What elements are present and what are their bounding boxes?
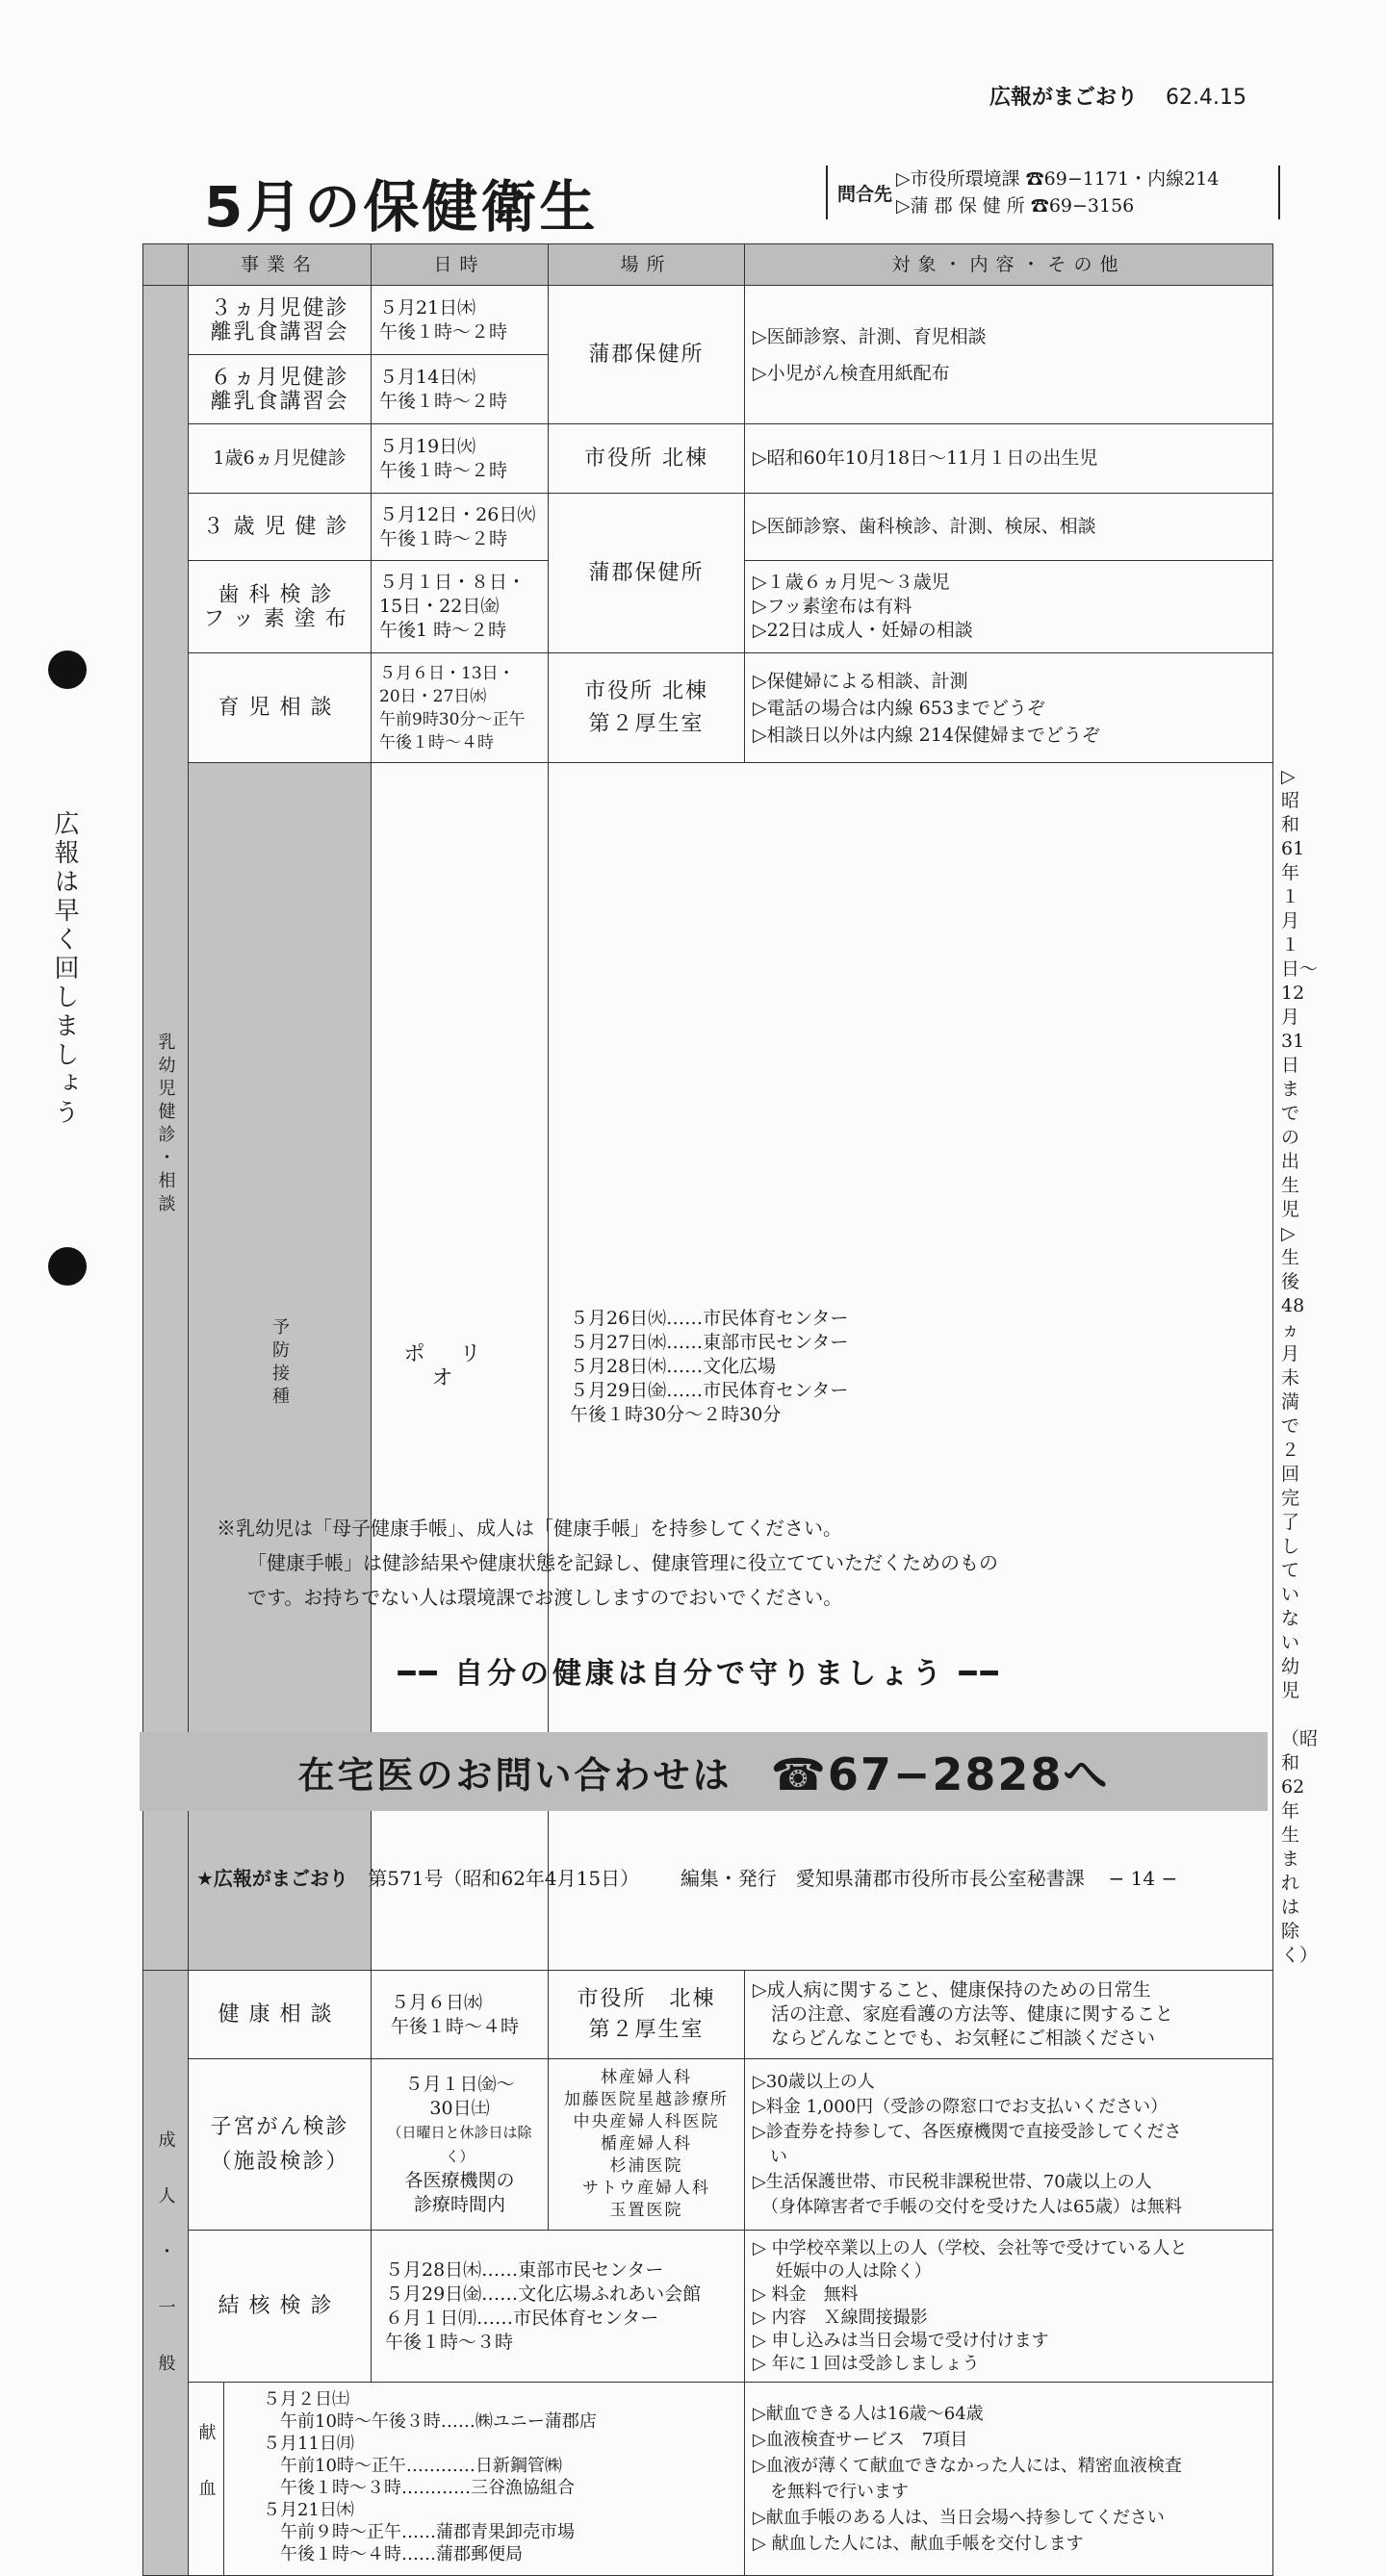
notes	[217, 1511, 998, 1615]
schedule-table: 事業名 日時 場所 対象・内容・その他 乳幼児健診・相談 ３ヵ月児健診 離乳食講習会 ５月21日㈭ 午後１時〜２時 蒲郡保健所 ▷医師診察、計測、育児相談 ▷小児がん検査用紙配布 ６ヵ月児健診 離乳食講習会 ５月14日㈭ 午後１時〜２時 1歳6ヵ月児健診 ５月19日㈫ 午後１時〜２時 市役所 北棟 ▷昭和60年10月18日〜11月１日の出生児 ３歳児健診 ５月12日・26日㈫ 午後１時〜２時 蒲郡保健所 ▷医師診察、歯科検診、計測、検尿、相談 歯科検診 フッ素塗布 ５月１日・８日・ 15日・22日㈮ 午後1 時〜２時 ▷１歳６ヵ月児〜３歳児 ▷フッ素塗布は有料 ▷22日は成人・妊婦の相談 育児相談 ５月６日・13日・ 20日・27日㈬ 午前9時30分〜正午 午後１時〜４時 市役所 北棟 第２厚生室 ▷保健婦による相談、計測 ▷電話の場合は内線 653までどうぞ ▷相談日以外は内線 214保健婦までどうぞ 予防接種 ポリオ ５月26日㈫……市民体育センター ５月27日㈬……東部市民センター ５月28日㈭……文化広場 ５月29日㈮……市民体育センター 午後１時30分〜２時30分 ▷昭和61年１月１日〜12月31日までの出生児 ▷生後48ヵ月未満で２回完了していない幼児 （昭和62年生まれは除く） 成人・一般 健康相談 ５月６日㈬ 午後１時〜４時 市役所 北棟 第２厚生室 ▷成人病に関すること、健康保持のための日常生 活の注意、家庭看護の方法等、健康に関すること ならどんなことでも、お気軽にご相談ください 子宮がん検診 （施設検診） ５月１日㈮〜 30日㈯ （日曜日と休診日は除く） 各医療機関の 診療時間内 林産婦人科 加藤医院星越診療所 中央産婦人科医院 楯産婦人科 杉浦医院 サトウ産婦人科 玉置医院 ▷30歳以上の人 ▷料金 1,000円（受診の際窓口でお支払いください） ▷診査券を持参して、各医療機関で直接受診してくださ い ▷生活保護世帯、市民税非課税世帯、70歳以上の人 （身体障害者で手帳の交付を受けた人は65歳）は無料 結核検診 ５月28日㈭……東部市民センター ５月29日㈮……文化広場ふれあい会館 ６月１日㈪……市民体育センター 午後１時〜３時 ▷ 中学校卒業以上の人（学校、会社等で受けている人と 妊娠中の人は除く） ▷ 料金 無料 ▷ 内容 Ｘ線間接撮影 ▷ 申し込みは当日会場で受け付けます ▷ 年に１回は受診しましょう 献血 ５月２日㈯ 午前10時〜午後３時……㈱ユニー蒲郡店 ５月11日㈪ 午前10時〜正午…………日新鋼管㈱ 午後１時〜３時…………三谷漁協組合 ５月21日㈭ 午前９時〜正午……蒲郡青果卸売市場 午後１時〜４時……蒲郡郵便局 ▷献血できる人は16歳〜64歳 ▷血液検査サービス 7項目 ▷血液が薄くて献血できなかった人には、精密血液検査 を無料で行います ▷献血手帳のある人は、当日会場へ持参してください ▷ 献血した人には、献血手帳を交付します	[142, 243, 1273, 2576]
page-title: 5月の保健衛生	[204, 174, 599, 240]
place-hokenjo-2: 蒲郡保健所	[549, 494, 745, 653]
issue-date: 62.4.15	[1166, 86, 1246, 110]
date-health-consult: ５月６日㈬ 午後１時〜４時	[372, 1971, 549, 2059]
binding-hole-bottom	[48, 1247, 87, 1286]
page-header	[989, 81, 1246, 111]
content-blood: ▷献血できる人は16歳〜64歳 ▷血液検査サービス 7項目 ▷血液が薄くて献血できなかった人には、精密血液検査 を無料で行います ▷献血手帳のある人は、当日会場へ持参してください ▷ 献血した人には、献血手帳を交付します	[745, 2383, 1273, 2576]
home-doctor-banner	[140, 1732, 1268, 1811]
banner-text: 在宅医のお問い合わせは	[297, 1753, 732, 1797]
content-18month: ▷昭和60年10月18日〜11月１日の出生児	[745, 424, 1273, 494]
header-datetime: 日時	[372, 244, 549, 286]
page-number: − 14 −	[1108, 1867, 1178, 1890]
category-vaccine: 予防接種	[189, 763, 372, 1971]
publication-name: 広報がまごおり	[989, 86, 1139, 110]
date-childcare: ５月６日・13日・ 20日・27日㈬ 午前9時30分〜正午 午後１時〜４時	[372, 653, 549, 763]
footer-issue: 第571号（昭和62年4月15日）	[368, 1867, 640, 1890]
content-cervical: ▷30歳以上の人 ▷料金 1,000円（受診の際窓口でお支払いください） ▷診査券を持参して、各医療機関で直接受診してくださ い ▷生活保護世帯、市民税非課税世帯、70歳以上の人 （身体障害者で手帳の交付を受けた人は65歳）は無料	[745, 2059, 1273, 2231]
note-line-2: 「健康手帳」は健診結果や健康状態を記録し、健康管理に役立てていただくためのもの	[247, 1551, 998, 1574]
event-childcare: 育児相談	[189, 653, 372, 763]
contact-line-2: ▷蒲 郡 保 健 所 ☎69−3156	[896, 195, 1135, 217]
event-dental: 歯科検診 フッ素塗布	[189, 561, 372, 653]
place-hokenjo-1: 蒲郡保健所	[549, 286, 745, 424]
event-3month: ３ヵ月児健診 離乳食講習会	[189, 286, 372, 355]
category-adult: 成人・一般	[143, 1971, 189, 2576]
date-18month: ５月19日㈫ 午後１時〜２時	[372, 424, 549, 494]
note-line-1: ※乳幼児は「母子健康手帳」、成人は「健康手帳」を持参してください。	[217, 1517, 842, 1540]
blood-donation-label: 献血	[189, 2383, 224, 2575]
binding-hole-top	[48, 650, 87, 689]
date-6month: ５月14日㈭ 午後１時〜２時	[372, 355, 549, 424]
schedule-blood: ５月２日㈯ 午前10時〜午後３時……㈱ユニー蒲郡店 ５月11日㈪ 午前10時〜正午…………日新鋼管㈱ 午後１時〜３時…………三谷漁協組合 ５月21日㈭ 午前９時〜正午……蒲郡青果卸売市場 午後１時〜４時……蒲郡郵便局	[263, 2389, 597, 2564]
category-infant: 乳幼児健診・相談	[143, 286, 189, 1971]
page-footer	[196, 1863, 1177, 1891]
contact-line-1: ▷市役所環境課 ☎69−1171・内線214	[896, 168, 1220, 190]
place-cervical: 林産婦人科 加藤医院星越診療所 中央産婦人科医院 楯産婦人科 杉浦医院 サトウ産婦人科 玉置医院	[549, 2059, 745, 2231]
contact-label: 問合先	[837, 183, 893, 205]
date-3year: ５月12日・26日㈫ 午後１時〜２時	[372, 494, 549, 561]
date-cervical-note: （日曜日と休診日は除く）	[387, 2123, 532, 2165]
event-polio: ポリオ	[372, 763, 549, 1971]
content-health-consult: ▷成人病に関すること、健康保持のための日常生 活の注意、家庭看護の方法等、健康に関すること ならどんなことでも、お気軽にご相談ください	[745, 1971, 1273, 2059]
date-dental: ５月１日・８日・ 15日・22日㈮ 午後1 時〜２時	[372, 561, 549, 653]
event-3year: ３歳児健診	[189, 494, 372, 561]
event-cervical: 子宮がん検診 （施設検診）	[189, 2059, 372, 2231]
place-18month: 市役所 北棟	[549, 424, 745, 494]
date-cervical-hours: 各医療機関の 診療時間内	[404, 2169, 515, 2215]
blood-donation-cell	[189, 2383, 745, 2576]
event-18month: 1歳6ヵ月児健診	[189, 424, 372, 494]
footer-publication: ★広報がまごおり	[196, 1867, 348, 1890]
schedule-polio: ５月26日㈫……市民体育センター ５月27日㈬……東部市民センター ５月28日㈭……文化広場 ５月29日㈮……市民体育センター 午後１時30分〜２時30分	[549, 763, 1273, 1971]
header-event: 事業名	[189, 244, 372, 286]
event-health-consult: 健康相談	[189, 1971, 372, 2059]
header-content: 対象・内容・その他	[745, 244, 1273, 286]
footer-editor: 編集・発行 愛知県蒲郡市役所市長公室秘書課	[680, 1867, 1085, 1890]
date-cervical	[372, 2059, 549, 2231]
event-6month: ６ヵ月児健診 離乳食講習会	[189, 355, 372, 424]
side-note: 広報は早く回しましょう	[50, 810, 79, 1128]
contact-box	[826, 166, 1280, 219]
content-3-6month: ▷医師診察、計測、育児相談 ▷小児がん検査用紙配布	[745, 286, 1273, 424]
place-childcare: 市役所 北棟 第２厚生室	[549, 653, 745, 763]
date-cervical-range: ５月１日㈮〜 30日㈯	[404, 2073, 515, 2119]
header-place: 場所	[549, 244, 745, 286]
content-tb: ▷ 中学校卒業以上の人（学校、会社等で受けている人と 妊娠中の人は除く） ▷ 料金 無料 ▷ 内容 Ｘ線間接撮影 ▷ 申し込みは当日会場で受け付けます ▷ 年に１回は受診しましょう	[745, 2231, 1273, 2383]
date-3month: ５月21日㈭ 午後１時〜２時	[372, 286, 549, 355]
event-tb: 結核検診	[189, 2231, 372, 2383]
place-health-consult: 市役所 北棟 第２厚生室	[549, 1971, 745, 2059]
schedule-tb: ５月28日㈭……東部市民センター ５月29日㈮……文化広場ふれあい会館 ６月１日㈪……市民体育センター 午後１時〜３時	[372, 2231, 745, 2383]
content-dental: ▷１歳６ヵ月児〜３歳児 ▷フッ素塗布は有料 ▷22日は成人・妊婦の相談	[745, 561, 1273, 653]
corner-cell	[143, 244, 189, 286]
note-line-3: です。お持ちでない人は環境課でお渡ししますのでおいでください。	[247, 1586, 843, 1609]
slogan: ━━ 自分の健康は自分で守りましょう ━━	[398, 1657, 1002, 1691]
banner-phone: ☎67−2828へ	[770, 1748, 1110, 1800]
content-childcare: ▷保健婦による相談、計測 ▷電話の場合は内線 653までどうぞ ▷相談日以外は内線 214保健婦までどうぞ	[745, 653, 1273, 763]
content-3year: ▷医師診察、歯科検診、計測、検尿、相談	[745, 494, 1273, 561]
